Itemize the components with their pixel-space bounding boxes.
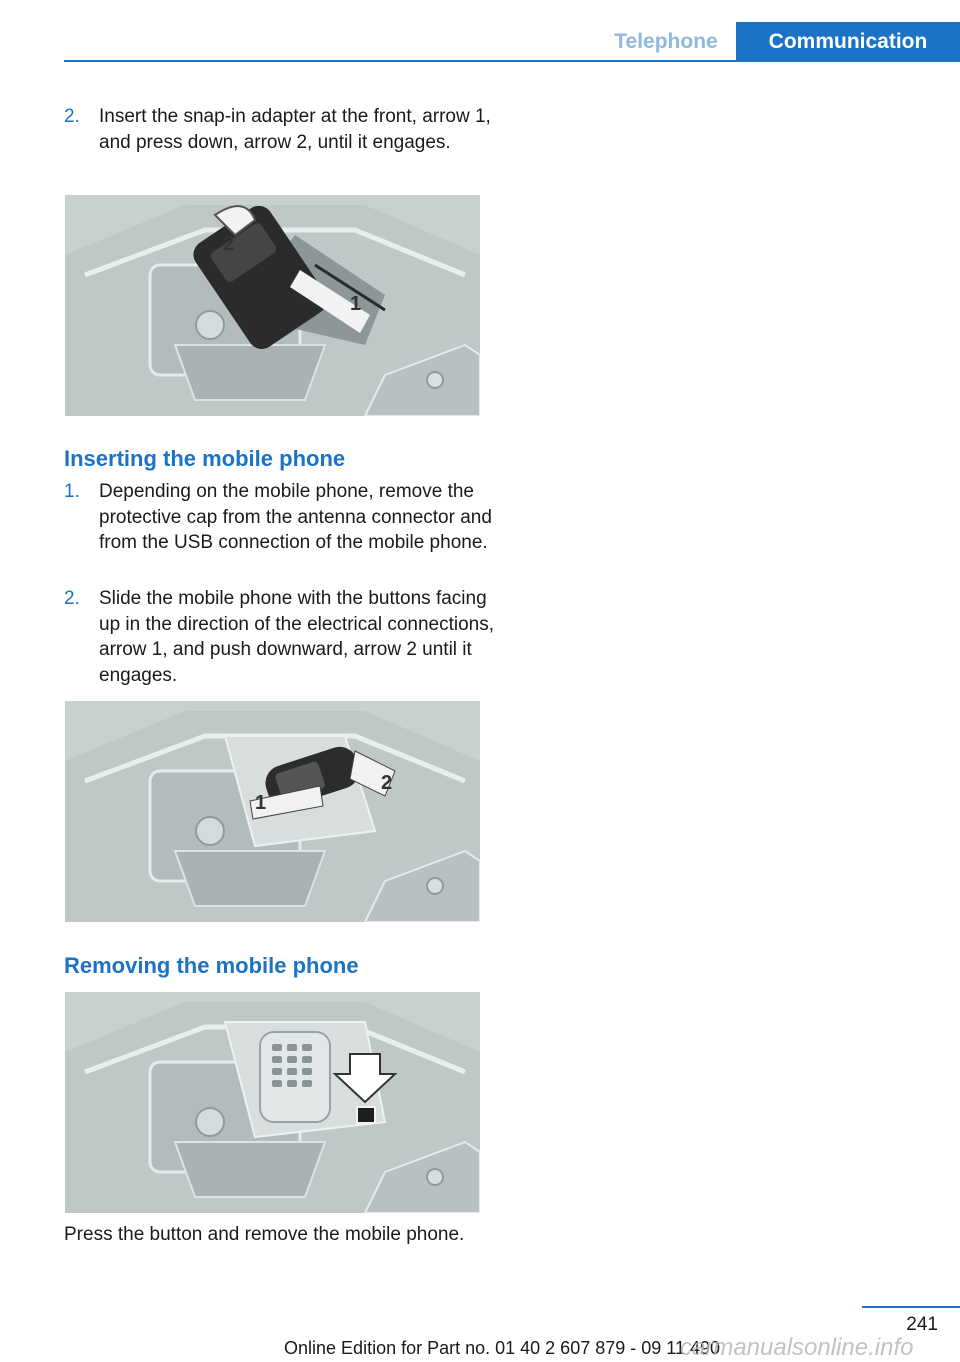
- header-chapter-tab[interactable]: Communication: [736, 22, 960, 62]
- step-text: Slide the mobile phone with the buttons facing up in the direction of the electrical connections, arrow 1, and push downward, arrow 2 until it engages.: [99, 588, 495, 686]
- footer-rule: [862, 1306, 960, 1308]
- figure-removing-phone: [65, 992, 480, 1213]
- watermark: carmanualsonline.info: [680, 1334, 914, 1361]
- header-section-tab[interactable]: Telephone: [614, 30, 718, 53]
- page-number: 241: [906, 1314, 938, 1335]
- section-heading-inserting: Inserting the mobile phone: [64, 446, 346, 471]
- step-slide-phone: [64, 586, 494, 688]
- step-number: 1.: [64, 481, 80, 502]
- header-rule: [64, 60, 960, 62]
- figure2-arrow-label-2: 2: [381, 772, 393, 794]
- edition-note: Online Edition for Part no. 01 40 2 607 879 - 09 11 490: [284, 1338, 720, 1358]
- step-number: 2.: [64, 588, 80, 609]
- step-remove-cap: [64, 479, 494, 556]
- figure2-arrow-label-1: 1: [255, 792, 267, 814]
- step-text: Depending on the mobile phone, remove the protective cap from the antenna connector and from the USB connection of the mobile phone.: [99, 481, 492, 553]
- figure1-arrow-label-1: 1: [350, 293, 362, 315]
- figure1-arrow-label-2: 2: [223, 233, 235, 255]
- figure-snap-in-adapter: [65, 195, 480, 416]
- figure-caption-remove: Press the button and remove the mobile phone.: [64, 1224, 465, 1245]
- figure-inserting-phone: [65, 701, 480, 922]
- section-heading-removing: Removing the mobile phone: [64, 953, 359, 978]
- step-text: Insert the snap-in adapter at the front, arrow 1, and press down, arrow 2, until it engages.: [99, 106, 491, 153]
- step-number: 2.: [64, 106, 80, 127]
- step-insert-adapter: [64, 104, 494, 155]
